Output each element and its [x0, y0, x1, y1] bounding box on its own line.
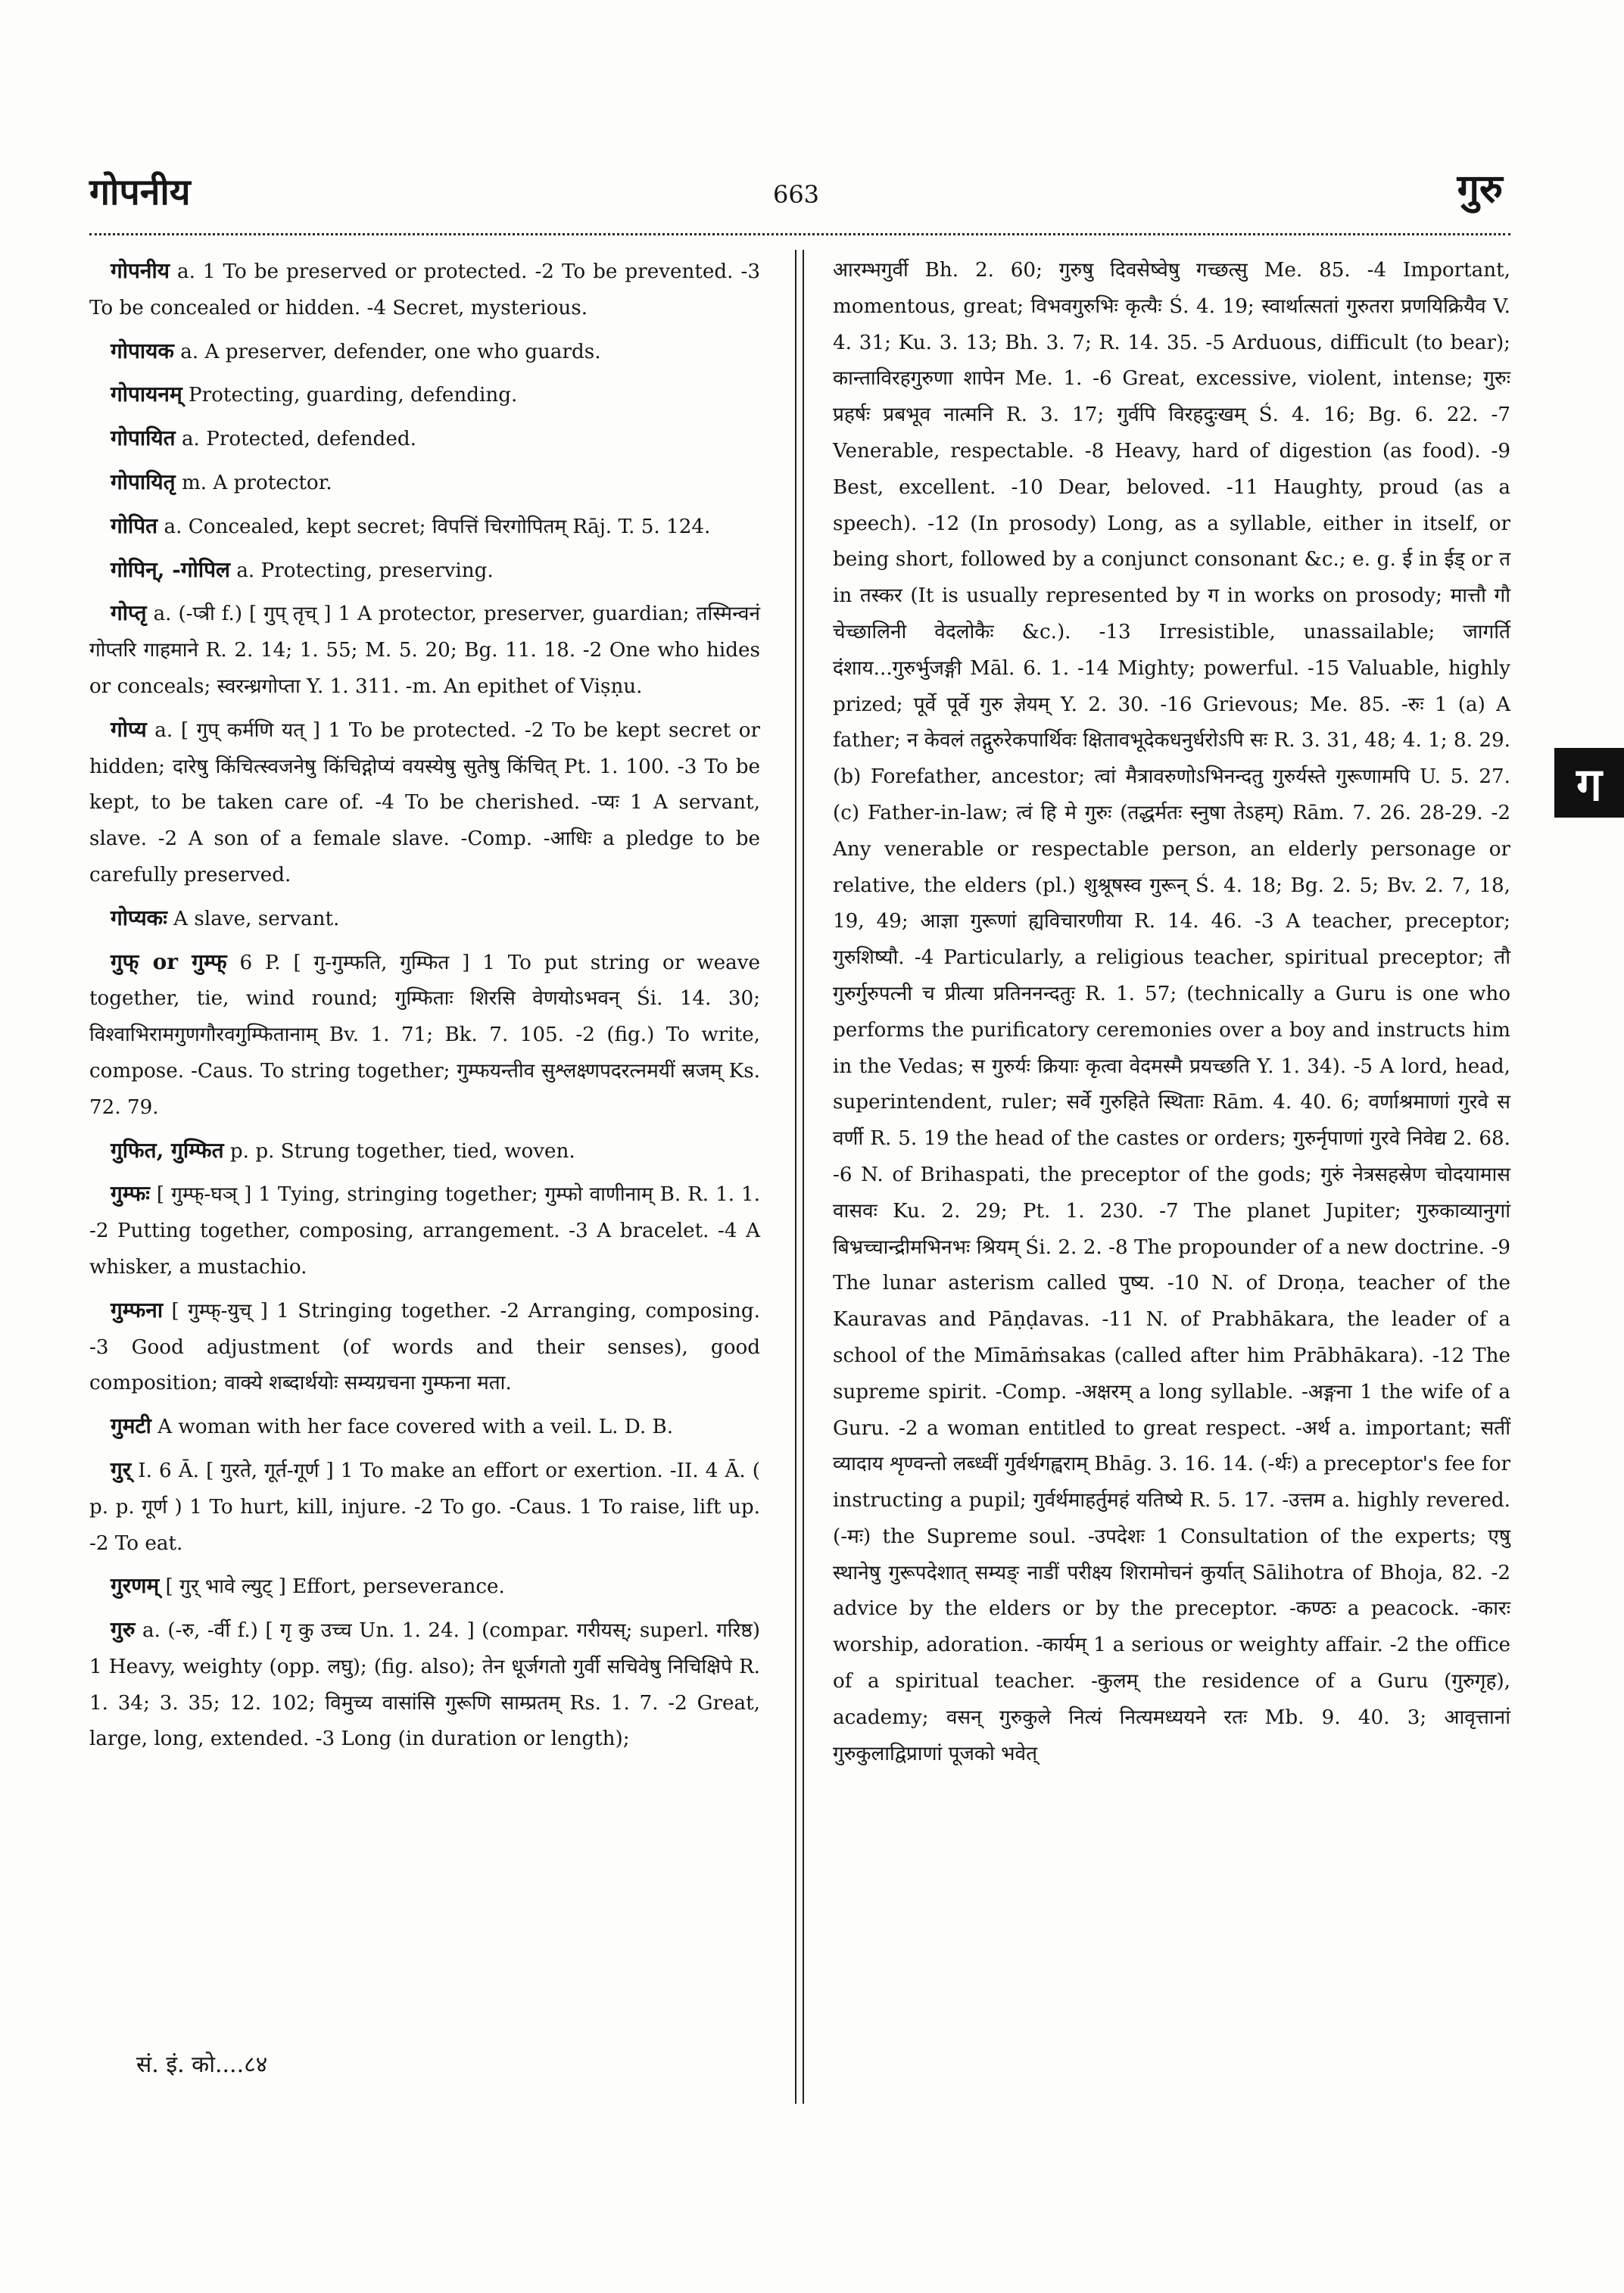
definition: a. [ गुप् कर्मणि यत् ] 1 To be protected. -2 To be kept secret or hidden; दारेषु किंचित्स्वजनेषु किंचिद्गोप्यं वयस्येषु सुतेषु किंचित् Pt. 1. 100. -3 To be kept, to be taken care of. -4 To be cherished. -प्यः 1 A servant, slave. -2 A son of a female slave. -Comp. -आधिः a pledge to be carefully preserved. [89, 718, 760, 886]
right-column [833, 253, 1510, 1778]
entry [89, 464, 760, 502]
headword: गोपायित [111, 425, 176, 451]
headword: गुम्फना [111, 1297, 164, 1323]
definition: a. A preserver, defender, one who guards. [173, 340, 601, 363]
definition: [ गुर् भावे ल्युट् ] Effort, perseverance. [159, 1575, 505, 1599]
entry [89, 1292, 760, 1402]
thumb-index-tab: ग [1554, 748, 1624, 818]
entry-continuation: आरम्भगुर्वी Bh. 2. 60; गुरुषु दिवसेष्वेषु गच्छत्सु Me. 85. -4 Important, momentous, great; विभवगुरुभिः कृत्यैः Ś. 4. 19; स्वार्थात्सतां गुरुतरा प्रणयिक्रियैव V. 4. 31; Ku. 3. 13; Bh. 3. 7; R. 14. 35. -5 Arduous, difficult (to bear); कान्ताविरहगुरुणा शापेन Me. 1. -6 Great, excessive, violent, intense; गुरुः प्रहर्षः प्रबभूव नात्मनि R. 3. 17; गुर्वपि विरहदुःखम् Ś. 4. 16; Bg. 6. 22. -7 Venerable, respectable. -8 Heavy, hard of digestion (as food). -9 Best, excellent. -10 Dear, beloved. -11 Haughty, proud (as a speech). -12 (In prosody) Long, as a syllable, either in itself, or being short, followed by a conjunct consonant &c.; e. g. ई in ईड् or त in तस्कर (It is usually represented by ग in works on prosody; मात्तौ गौ चेच्छालिनी वेदलोकैः &c.). -13 Irresistible, unassailable; जागर्ति दंशाय...गुरुर्भुजङ्गी Māl. 6. 1. -14 Mighty; powerful. -15 Valuable, highly prized; पूर्वे पूर्वे गुरु ज्ञेयम् Y. 2. 30. -16 Grievous; Me. 85. -रुः 1 (a) A father; न केवलं तद्गुरुरेकपार्थिवः क्षितावभूदेकधनुर्धरोऽपि सः R. 3. 31, 48; 4. 1; 8. 29. (b) Forefather, ancestor; त्वां मैत्रावरुणोऽभिनन्दतु गुरुर्यस्ते गुरूणामपि U. 5. 27. (c) Father-in-law; त्वं हि मे गुरुः (तद्धर्मतः स्नुषा तेऽहम्) Rām. 7. 26. 28-29. -2 Any venerable or respectable person, an elderly personage or relative, the elders (pl.) शुश्रूषस्व गुरून् Ś. 4. 18; Bg. 2. 5; Bv. 2. 7, 18, 19, 49; आज्ञा गुरूणां ह्यविचारणीया R. 14. 46. -3 A teacher, preceptor; गुरुशिष्यौ. -4 Particularly, a religious teacher, spiritual preceptor; तौ गुरुर्गुरुपत्नी च प्रीत्या प्रतिननन्दतुः R. 1. 57; (technically a Guru is one who performs the purificatory ceremonies over a boy and instructs him in the Vedas; स गुरुर्यः क्रियाः कृत्वा वेदमस्मै प्रयच्छति Y. 1. 34). -5 A lord, head, superintendent, ruler; सर्वे गुरुहिते स्थिताः Rām. 4. 40. 6; वर्णाश्रमाणां गुरवे स वर्णी R. 5. 19 the head of the castes or orders; गुरुर्नृपाणां गुरवे निवेद्य 2. 68. -6 N. of Brihaspati, the preceptor of the gods; गुरुं नेत्रसहस्रेण चोदयामास वासवः Ku. 2. 29; Pt. 1. 230. -7 The planet Jupiter; गुरुकाव्यानुगां बिभ्रच्चान्द्रीमभिनभः श्रियम् Śi. 2. 2. -8 The propounder of a new doctrine. -9 The lunar asterism called पुष्य. -10 N. of Droṇa, teacher of the Kauravas and Pāṇḍavas. -11 N. of Prabhākara, the leader of a school of the Mīmāṁsakas (called after him Prābhākara). -12 The supreme spirit. -Comp. -अक्षरम् a long syllable. -अङ्गना 1 the wife of a Guru. -2 a woman entitled to great respect. -अर्थ a. important; सतीं व्यादाय शृण्वन्तो लब्ध्वीं गुर्वर्थगह्वराम् Bhāg. 3. 16. 14. (-र्थः) a preceptor's fee for instructing a pupil; गुर्वर्थमाहर्तुमहं यतिष्ये R. 5. 17. -उत्तम a. highly revered. (-मः) the Supreme soul. -उपदेशः 1 Consultation of the experts; एषु स्थानेषु गुरूपदेशात् सम्यङ् नाडीं परीक्ष्य शिरामोचनं कुर्यात् Sālihotra of Bhoja, 82. -2 advice by the elders or by the preceptor. -कण्ठः a peacock. -कारः worship, adoration. -कार्यम् 1 a serious or weighty affair. -2 the office of a spiritual teacher. -कुलम् the residence of a Guru (गुरुगृह), academy; वसन् गुरुकुले नित्यं नित्यमध्ययने रतः Mb. 9. 40. 3; आवृत्तानां गुरुकुलाद्विप्राणां पूजको भवेत् [833, 259, 1510, 1765]
headword: गुरणम् [111, 1573, 160, 1599]
headword: गोपनीय [111, 258, 170, 283]
headword: गुमटी [111, 1413, 151, 1439]
entry [89, 376, 760, 414]
definition: a. Protecting, preserving. [230, 559, 494, 582]
entry [89, 1568, 760, 1606]
definition: [ गुम्फ्-घञ् ] 1 Tying, stringing together; गुम्फो वाणीनाम् B. R. 1. 1. -2 Putting together, composing, arrangement. -3 A bracelet. -4 A whisker, a mustachio. [89, 1183, 760, 1279]
definition: Protecting, guarding, defending. [182, 384, 518, 407]
definition: I. 6 Ā. [ गुरते, गूर्त-गूर्ण ] 1 To make an effort or exertion. -II. 4 Ā. ( p. p. गूर्ण ) 1 To hurt, kill, injure. -2 To go. -Caus. 1 To raise, lift up. -2 To eat. [89, 1459, 760, 1555]
page-number: 663 [772, 180, 820, 209]
entry [89, 253, 760, 327]
headword: गोपिन्, -गोपिल [111, 556, 230, 582]
definition: A slave, servant. [167, 907, 340, 930]
entry [89, 595, 760, 705]
entry [89, 508, 760, 546]
headword: गोपित [111, 512, 158, 538]
entry [89, 1612, 760, 1758]
headword: गुरु [111, 1617, 136, 1643]
entry [89, 1452, 760, 1562]
entry [89, 1132, 760, 1170]
headword: गुफित, गुम्फित [111, 1137, 224, 1163]
entry [89, 552, 760, 590]
entry [89, 900, 760, 938]
headword: गुफ् or गुम्फ् [111, 949, 227, 974]
definition: p. p. Strung together, tied, woven. [223, 1139, 575, 1163]
headword: गुर् [111, 1456, 132, 1482]
definition: 6 P. [ गु-गुम्फति, गुम्फित ] 1 To put string or weave together, tie, wind round; गुम्फिताः शिरसि वेणयोऽभवन् Śi. 14. 30; विश्वाभिरामगुणगौरवगुम्फितानाम् Bv. 1. 71; Bk. 7. 105. -2 (fig.) To write, compose. -Caus. To string together; गुम्फयन्तीव सुश्लक्ष्णपदरत्नमयीं स्रजम् Ks. 72. 79. [89, 951, 760, 1119]
definition: m. A protector. [175, 471, 332, 494]
header-rule [89, 233, 1510, 235]
headword: गोपायनम् [111, 382, 182, 407]
entry [89, 1408, 760, 1446]
headword: गुम्फः [111, 1181, 150, 1207]
headword: गोप्तृ [111, 600, 147, 626]
definition: a. Protected, defended. [175, 428, 416, 451]
definition: A woman with her face covered with a veil. L. D. B. [151, 1416, 674, 1439]
column-divider [795, 250, 796, 2104]
running-head-left: गोपनीय [89, 171, 191, 213]
definition: a. (-रु, -र्वी f.) [ गृ कु उच्च Un. 1. 24. ] (compar. गरीयस्; superl. गरिष्ठ) 1 Heavy, weighty (opp. लघु); (fig. also); तेन धूर्जगतो गुर्वी सचिवेषु निचिक्षिपे R. 1. 34; 3. 35; 12. 102; विमुच्य वासांसि गुरूणि साम्प्रतम् Rs. 1. 7. -2 Great, large, long, extended. -3 Long (in duration or length); [89, 1619, 760, 1751]
definition: a. (-प्त्री f.) [ गुप् तृच् ] 1 A protector, preserver, guardian; तस्मिन्वनं गोप्तरि गाहमाने R. 2. 14; 1. 55; M. 5. 20; Bg. 11. 18. -2 One who hides or conceals; स्वरन्ध्रगोप्ता Y. 1. 311. -m. An epithet of Viṣṇu. [89, 603, 760, 698]
left-column [89, 253, 760, 1764]
entry [89, 712, 760, 894]
headword: गोप्यकः [111, 905, 167, 930]
definition: a. Concealed, kept secret; विपत्तिं चिरगोपितम् Rāj. T. 5. 124. [157, 515, 711, 538]
headword: गोपायितृ [111, 469, 176, 494]
headword: गोप्य [111, 716, 147, 742]
definition: a. 1 To be preserved or protected. -2 To be prevented. -3 To be concealed or hidden. -4 Secret, mysterious. [89, 260, 760, 319]
headword: गोपायक [111, 338, 174, 363]
running-head-right: गुरु [1457, 166, 1503, 212]
page-header [89, 151, 1503, 235]
entry [89, 944, 760, 1126]
entry [89, 420, 760, 458]
entry [89, 333, 760, 371]
signature-mark: सं. इं. को....८४ [136, 2052, 268, 2078]
definition: [ गुम्फ्-युच् ] 1 Stringing together. -2 Arranging, composing. -3 Good adjustment (of words and their senses), good composition; वाक्ये शब्दार्थयोः सम्यग्रचना गुम्फना मता. [89, 1299, 760, 1395]
column-divider [803, 250, 804, 2104]
entry [89, 1176, 760, 1285]
